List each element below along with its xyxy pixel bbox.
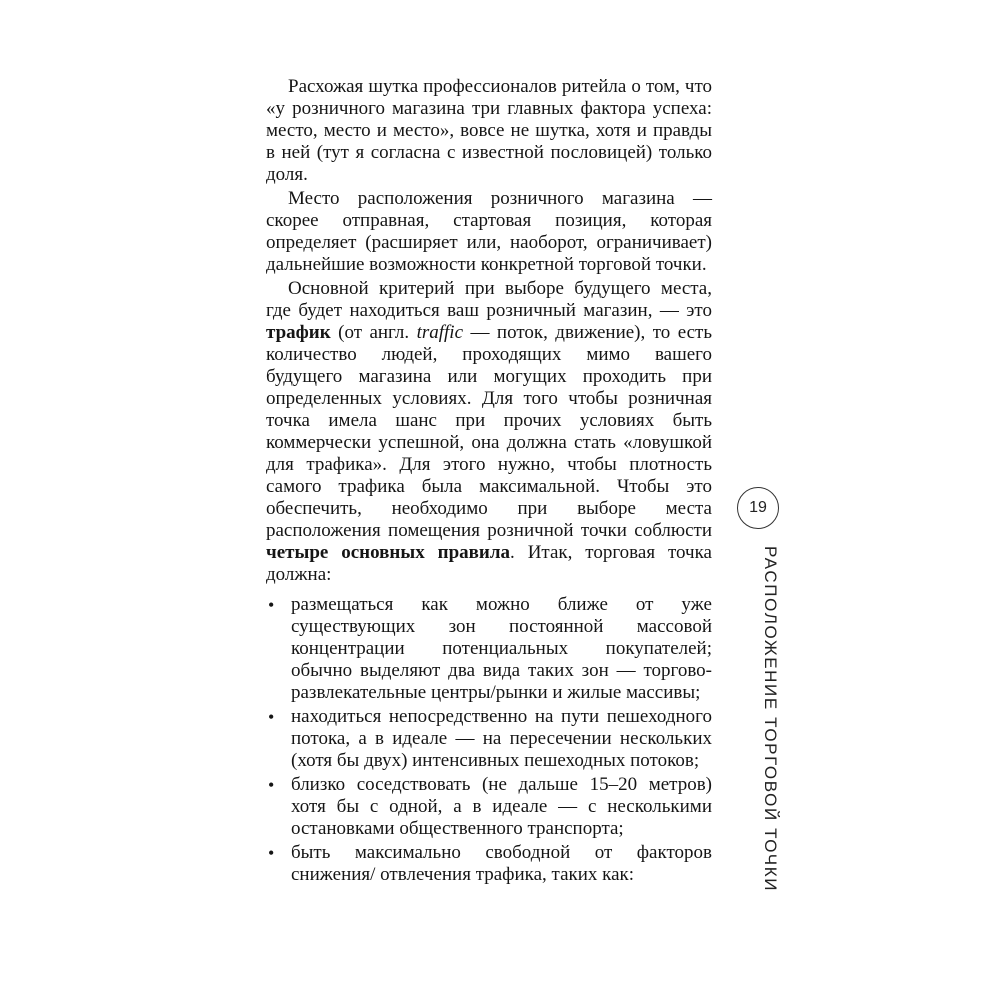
- four-rules-bold: четыре основных правила: [266, 542, 511, 563]
- p3-text-end: . Итак, торговая точка должна:: [266, 542, 712, 585]
- paragraph-2: Место расположения розничного магазина — скорее отправная, стартовая позиция, которая определяет (расширяет или, наоборот, ограничивает) дальнейшие возможности конкретной торговой точки.: [266, 188, 712, 275]
- bullet-icon: •: [268, 595, 275, 615]
- term-traffic-italic: traffic: [416, 322, 464, 343]
- list-item: [266, 842, 712, 886]
- running-head: РАСПОЛОЖЕНИЕ ТОРГОВОЙ ТОЧКИ: [761, 546, 780, 893]
- rules-list: [266, 594, 712, 886]
- term-traffic-bold: трафик: [266, 322, 331, 343]
- paragraph-1: Расхожая шутка профессионалов ритейла о том, что «у розничного магазина три главных фактора успеха: место, место и место», вовсе не шутка, хотя и правды в ней (тут я согласна с известной пословицей) только доля.: [266, 76, 712, 185]
- bullet-icon: •: [268, 843, 275, 863]
- body-text: [266, 76, 712, 888]
- p3-text-before-bold: Основной критерий при выборе будущего места, где будет находиться ваш розничный магазин, — это: [266, 278, 712, 321]
- paragraph-3: [266, 278, 712, 586]
- p3-text-rest: — поток, движение), то есть количество людей, проходящих мимо вашего будущего магазина или могущих проходить при определенных условиях. Для того чтобы розничная точка имела шанс при прочих условиях быть коммерчески успешной, она должна стать «ловушкой для трафика». Для этого нужно, чтобы плотность самого трафика была максимальной. Чтобы это обеспечить, необходимо при выборе места расположения помещения розничной точки соблюсти: [266, 322, 712, 541]
- list-item: [266, 706, 712, 772]
- list-item: [266, 594, 712, 704]
- list-item: [266, 774, 712, 840]
- list-item-text: находиться непосредственно на пути пешеходного потока, а в идеале — на пересечении нескольких (хотя бы двух) интенсивных пешеходных потоков;: [291, 706, 712, 771]
- p3-text-after-bold: (от англ.: [330, 322, 417, 343]
- bullet-icon: •: [268, 707, 275, 727]
- bullet-icon: •: [268, 775, 275, 795]
- list-item-text: быть максимально свободной от факторов снижения/ отвлечения трафика, таких как:: [291, 842, 712, 885]
- list-item-text: близко соседствовать (не дальше 15–20 метров) хотя бы с одной, а в идеале — с несколькими остановками общественного транспорта;: [291, 774, 712, 839]
- list-item-text: размещаться как можно ближе от уже существующих зон постоянной массовой концентрации потенциальных покупателей; обычно выделяют два вида таких зон — торгово-развлекательные центры/рынки и жилые массивы;: [291, 594, 712, 703]
- page-number: 19: [737, 487, 779, 529]
